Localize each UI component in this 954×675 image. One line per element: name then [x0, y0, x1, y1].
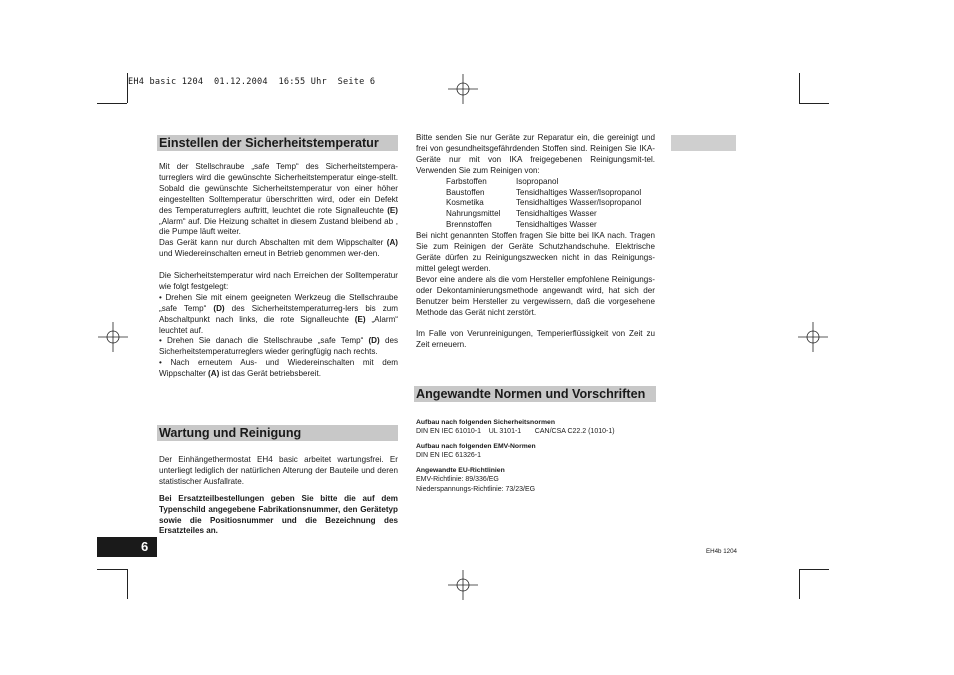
section-title-safety-temperature: Einstellen der Sicherheitstemperatur: [157, 135, 398, 151]
crop-mark-top-left-h: [97, 103, 127, 104]
paragraph: Das Gerät kann nur durch Abschalten mit dem Wippschalter (A) und Wiedereinschalten erneut in Betrieb genommen wer-den.: [159, 238, 398, 259]
page-number: 6: [97, 537, 157, 557]
thumb-index-tab: [671, 135, 736, 151]
paragraph-bold: Bei Ersatzteilbestellungen geben Sie bitte die auf dem Typenschild angegebene Fabrikationsnummer, den Gerätetyp sowie die Positiosnummer und die Bezeichnung des Ersatzteiles an.: [159, 493, 398, 536]
safety-temperature-text: [159, 162, 398, 380]
registration-mark-icon: [448, 74, 478, 104]
bullet-item: • Nach erneutem Aus- und Wiedereinschalten mit dem Wippschalter (A) ist das Gerät betriebsbereit.: [159, 358, 398, 379]
footer-code: EH4b 1204: [706, 548, 737, 555]
standards-line: EMV-Richtlinie: 89/336/EG: [416, 476, 499, 483]
crop-mark-top-right-h: [799, 103, 829, 104]
registration-mark-icon: [448, 570, 478, 600]
table-row: Kosmetika Tensidhaltiges Wasser/Isopropanol: [446, 198, 642, 208]
standards-line: DIN EN IEC 61326-1: [416, 452, 481, 459]
paragraph: Mit der Stellschraube „safe Temp“ des Sicherheitstempera-turreglers wird die gewünschte Sicherheitstemperatur einge-stellt. Sobald die gewünschte Sicherheitstemperatur von einer höher eingestellten Solltemperatur überschritten wird, oder ein Defekt des Temperaturreglers auftritt, leuchtet die rote Signalleuchte (E) „Alarm“ auf. Die Heizung schaltet in diesem Zustand bleibend ab , die Pumpe läuft weiter.: [159, 162, 398, 237]
bullet-item: • Drehen Sie danach die Stellschraube „safe Temp“ (D) des Sicherheitstemperaturreglers wieder geringfügig nach rechts.: [159, 336, 398, 357]
maintenance-text: [159, 455, 398, 537]
table-row: Brennstoffen Tensidhaltiges Wasser: [446, 220, 597, 230]
registration-mark-icon: [798, 322, 828, 352]
standards-line: Niederspannungs-Richtlinie: 73/23/EG: [416, 486, 536, 493]
print-header: EH4 basic 1204 01.12.2004 16:55 Uhr Seite 6: [128, 77, 376, 87]
crop-mark-top-right-v: [799, 73, 800, 103]
paragraph: Bevor eine andere als die vom Hersteller empfohlene Reinigungs- oder Dekontaminierungsmethode angewandt wird, hat sich der Benutzer beim Hersteller zu vergewissern, daß die vorgesehene Methode das Gerät nicht zerstört.: [416, 274, 655, 317]
standards-list: [416, 418, 656, 495]
bullet-item: • Drehen Sie mit einem geeigneten Werkzeug die Stellschraube „safe Temp“ (D) des Sicherheitstemperaturreg-lers bis zum Abschaltpunkt nach links, die rote Signalleuchte (E) „Alarm“ leuchtet auf.: [159, 292, 399, 335]
standards-heading: Angewandte EU-Richtlinien: [416, 467, 505, 474]
standards-heading: Aufbau nach folgenden EMV-Normen: [416, 443, 536, 450]
cleaning-agents-table: [446, 177, 641, 232]
crop-mark-bottom-left-h: [97, 569, 127, 570]
standards-line: DIN EN IEC 61010-1 UL 3101-1 CAN/CSA C22.2 (1010-1): [416, 428, 615, 435]
section-title-maintenance: Wartung und Reinigung: [157, 425, 398, 441]
standards-heading: Aufbau nach folgenden Sicherheitsnormen: [416, 419, 555, 426]
table-row: Farbstoffen Isopropanol: [446, 176, 559, 186]
table-row: Nahrungsmittel Tensidhaltiges Wasser: [446, 209, 597, 219]
section-title-standards: Angewandte Normen und Vorschriften: [414, 386, 656, 402]
crop-mark-bottom-left-v: [127, 569, 128, 599]
paragraph: Bei nicht genannten Stoffen fragen Sie bitte bei IKA nach. Tragen Sie zum Reinigen der Geräte Schutzhandschuhe. Elektrische Geräte dürfen zu Reinigungszwecken nicht in das Reinigungs-mittel gelegt werden.: [416, 231, 655, 273]
paragraph: Bitte senden Sie nur Geräte zur Reparatur ein, die gereinigt und frei von gesundheitsgefährdenden Stoffen sind. Reinigen Sie IKA-Geräte nur mit von IKA freigegebenen Reinigungsmit-tel. Verwenden Sie zum Reinigen von:: [416, 133, 655, 175]
paragraph: Der Einhängethermostat EH4 basic arbeitet wartungsfrei. Er unterliegt lediglich der natürlichen Alterung der Bauteile und deren statistischer Ausfallrate.: [159, 455, 398, 486]
crop-mark-bottom-right-h: [799, 569, 829, 570]
paragraph: Im Falle von Verunreinigungen, Temperierflüssigkeit von Zeit zu Zeit erneuern.: [416, 329, 655, 350]
table-row: Baustoffen Tensidhaltiges Wasser/Isopropanol: [446, 187, 642, 197]
cleaning-text: [416, 133, 655, 351]
registration-mark-icon: [98, 322, 128, 352]
crop-mark-bottom-right-v: [799, 569, 800, 599]
paragraph: Die Sicherheitstemperatur wird nach Erreichen der Solltemperatur wie folgt festgelegt:: [159, 271, 398, 291]
